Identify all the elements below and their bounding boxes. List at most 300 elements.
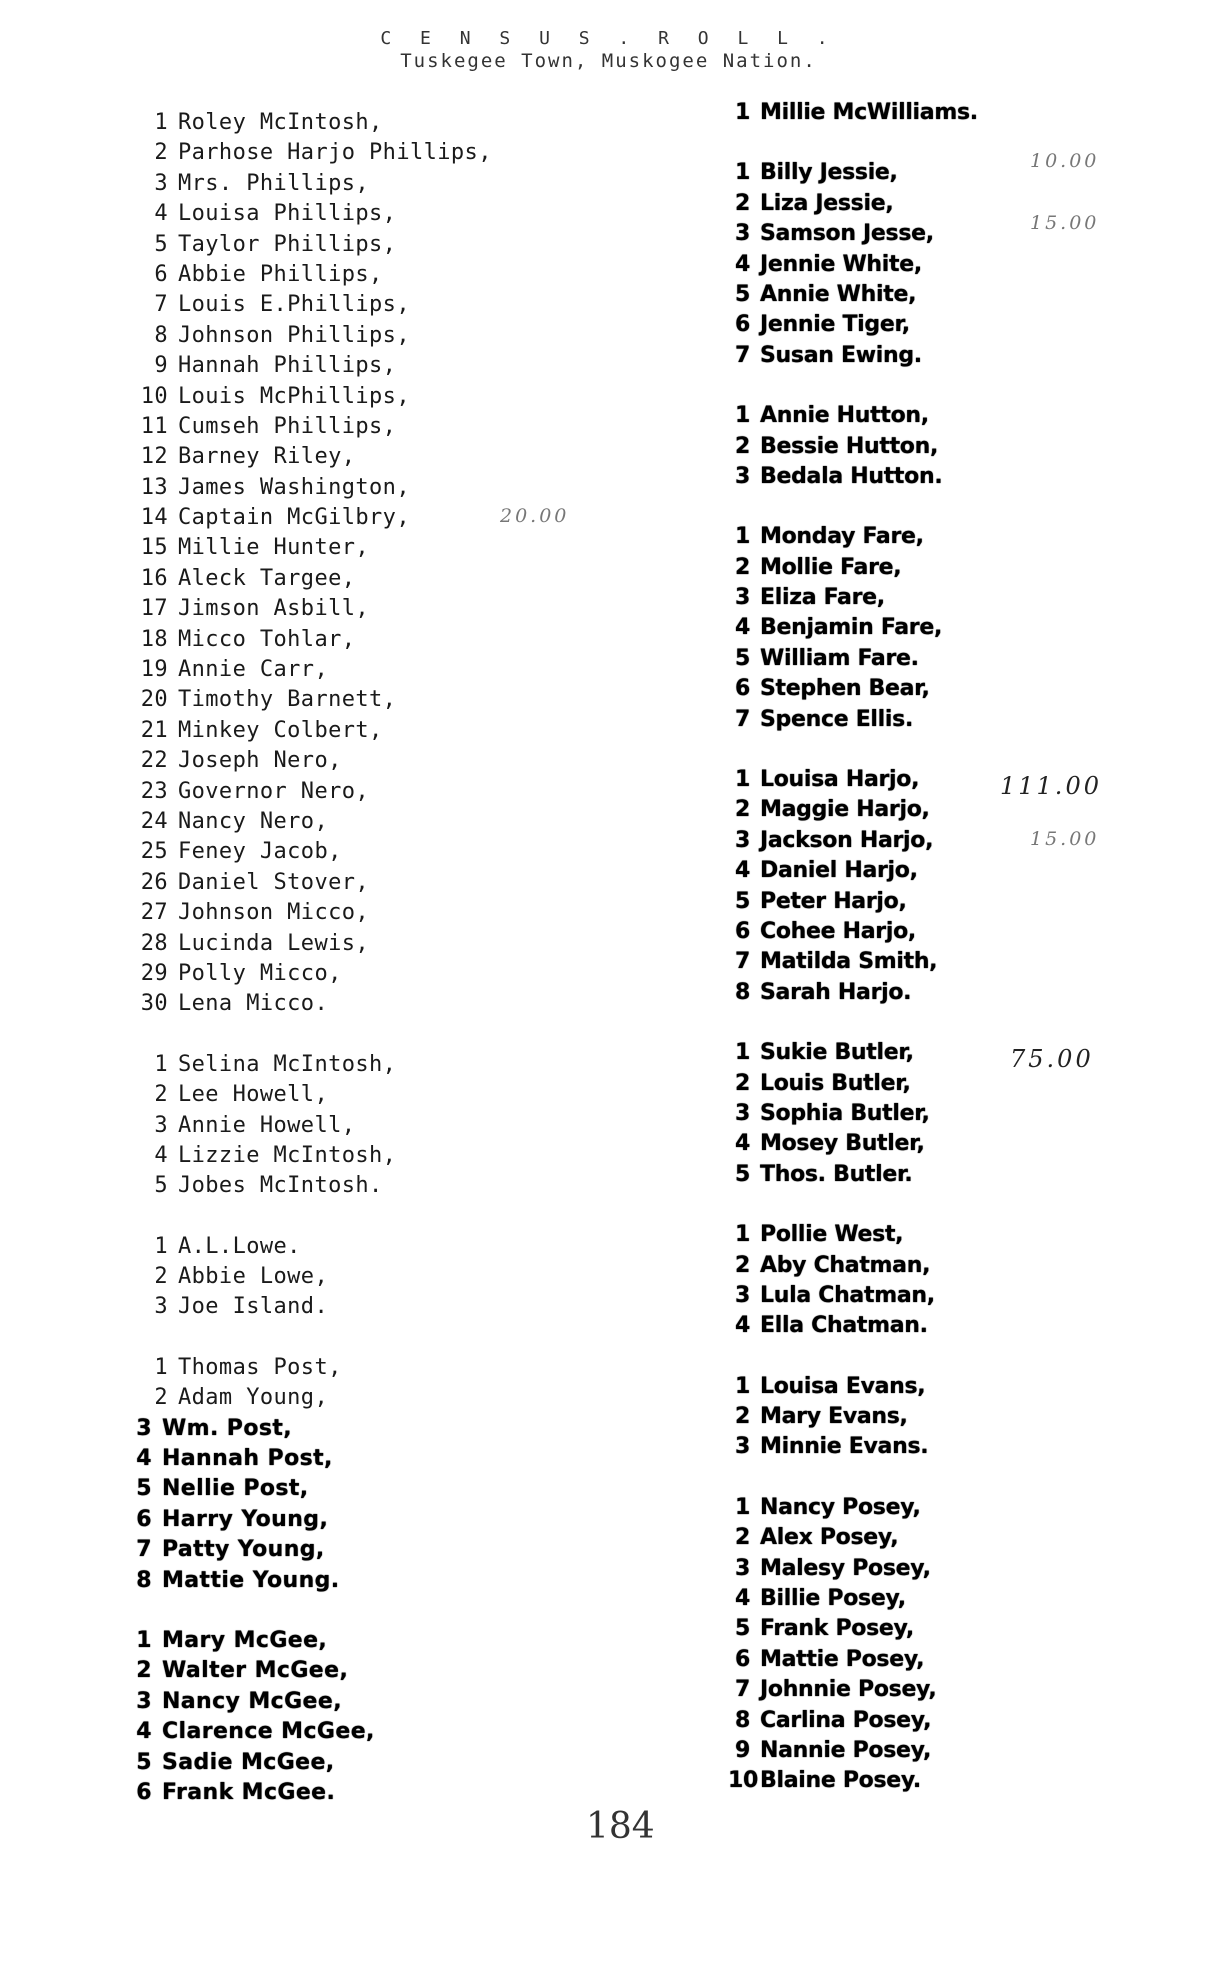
entry-name: Hannah Phillips, — [178, 353, 397, 379]
entry-number: 7 — [734, 949, 750, 975]
entry-number: 11 — [140, 413, 168, 439]
entry-name: Parhose Harjo Phillips, — [178, 140, 492, 166]
roll-entry — [728, 1736, 1148, 1766]
family-group — [728, 98, 1148, 128]
entry-number: 1 — [734, 403, 750, 429]
roll-entry — [130, 1080, 600, 1110]
entry-name: Louis McPhillips, — [178, 383, 410, 409]
roll-entry — [728, 1099, 1148, 1129]
entry-name: Cohee Harjo, — [760, 918, 916, 944]
entry-name: Malesy Posey, — [760, 1555, 931, 1581]
entry-name: Johnson Phillips, — [178, 322, 410, 348]
roll-entry — [130, 1535, 600, 1565]
roll-entry — [130, 169, 600, 199]
family-group — [728, 158, 1148, 371]
entry-name: Jobes McIntosh. — [178, 1173, 383, 1199]
entry-name: Jennie Tiger, — [760, 312, 910, 338]
entry-name: Lizzie McIntosh, — [178, 1142, 397, 1168]
entry-number: 1 — [734, 767, 750, 793]
entry-name: Louis E.Phillips, — [178, 292, 410, 318]
entry-number: 3 — [734, 463, 750, 489]
entry-number: 18 — [140, 626, 168, 652]
group-spacer — [130, 1202, 600, 1232]
entry-number: 2 — [154, 140, 168, 166]
entry-name: Abbie Lowe, — [178, 1264, 329, 1290]
entry-number: 1 — [734, 160, 750, 186]
entry-number: 5 — [154, 1173, 168, 1199]
entry-number: 2 — [734, 433, 750, 459]
entry-number: 2 — [136, 1658, 152, 1684]
entry-name: Lena Micco. — [178, 991, 329, 1017]
entry-number: 24 — [140, 808, 168, 834]
entry-name: Spence Ellis. — [760, 706, 914, 732]
roll-entry — [130, 1687, 600, 1717]
roll-entry — [130, 868, 600, 898]
roll-entry — [728, 341, 1148, 371]
entry-number: 2 — [734, 1525, 750, 1551]
entry-number: 8 — [136, 1567, 152, 1593]
roll-entry — [130, 594, 600, 624]
roll-entry — [130, 625, 600, 655]
entry-name: Sadie McGee, — [162, 1749, 335, 1775]
group-spacer — [728, 1190, 1148, 1220]
family-group — [728, 1493, 1148, 1797]
entry-number: 7 — [136, 1537, 152, 1563]
roll-entry — [130, 716, 600, 746]
roll-entry — [728, 280, 1148, 310]
entry-number: 6 — [734, 676, 750, 702]
entry-name: Louis Butler, — [760, 1070, 911, 1096]
handwritten-note: 20.00 — [500, 505, 570, 527]
roll-entry — [728, 1220, 1148, 1250]
roll-entry — [130, 1383, 600, 1413]
entry-name: Liza Jessie, — [760, 190, 894, 216]
entry-name: Lula Chatman, — [760, 1282, 935, 1308]
roll-entry — [130, 199, 600, 229]
entry-number: 3 — [734, 1555, 750, 1581]
group-spacer — [728, 735, 1148, 765]
roll-entry — [130, 1353, 600, 1383]
roll-entry — [130, 655, 600, 685]
entry-number: 9 — [734, 1737, 750, 1763]
entry-number: 4 — [154, 201, 168, 227]
entry-number: 6 — [154, 261, 168, 287]
entry-name: Eliza Fare, — [760, 585, 885, 611]
roll-entry — [728, 310, 1148, 340]
entry-name: Mattie Young. — [162, 1567, 340, 1593]
entry-number: 8 — [154, 322, 168, 348]
entry-number: 2 — [734, 554, 750, 580]
entry-number: 10 — [140, 383, 168, 409]
entry-number: 3 — [734, 221, 750, 247]
roll-entry — [728, 432, 1148, 462]
entry-number: 6 — [734, 1646, 750, 1672]
entry-name: Minnie Evans. — [760, 1434, 929, 1460]
entry-number: 5 — [154, 231, 168, 257]
roll-entry — [130, 351, 600, 381]
roll-entry — [728, 1766, 1148, 1796]
entry-name: Annie Carr, — [178, 657, 329, 683]
right-column — [728, 98, 1148, 1797]
group-spacer — [130, 1020, 600, 1050]
roll-entry — [728, 522, 1148, 552]
entry-name: Annie Hutton, — [760, 403, 929, 429]
family-group — [130, 1050, 600, 1202]
entry-number: 4 — [734, 1131, 750, 1157]
roll-entry — [728, 917, 1148, 947]
entry-name: Blaine Posey. — [760, 1768, 921, 1794]
entry-number: 3 — [154, 1294, 168, 1320]
group-spacer — [728, 1342, 1148, 1372]
entry-number: 9 — [154, 353, 168, 379]
entry-name: Wm. Post, — [162, 1415, 293, 1441]
entry-number: 5 — [734, 1161, 750, 1187]
entry-number: 30 — [140, 991, 168, 1017]
family-group — [728, 522, 1148, 735]
entry-name: Johnnie Posey, — [760, 1677, 937, 1703]
roll-entry — [728, 887, 1148, 917]
entry-name: Daniel Harjo, — [760, 858, 918, 884]
family-group — [728, 401, 1148, 492]
entry-number: 21 — [140, 717, 168, 743]
roll-entry — [728, 1432, 1148, 1462]
entry-number: 3 — [734, 827, 750, 853]
entry-name: Susan Ewing. — [760, 342, 922, 368]
entry-name: Cumseh Phillips, — [178, 413, 397, 439]
entry-name: Thos. Butler. — [760, 1161, 913, 1187]
entry-number: 3 — [734, 1100, 750, 1126]
entry-name: Polly Micco, — [178, 960, 342, 986]
group-spacer — [130, 1596, 600, 1626]
entry-name: Louisa Phillips, — [178, 201, 397, 227]
entry-number: 4 — [734, 858, 750, 884]
family-group — [130, 108, 600, 1020]
entry-name: Joseph Nero, — [178, 748, 342, 774]
entry-name: Samson Jesse, — [760, 221, 934, 247]
family-group — [130, 1626, 600, 1808]
entry-name: Maggie Harjo, — [760, 797, 930, 823]
entry-name: Bedala Hutton. — [760, 463, 943, 489]
roll-entry — [130, 260, 600, 290]
group-spacer — [130, 1323, 600, 1353]
entry-number: 6 — [734, 312, 750, 338]
entry-name: Jackson Harjo, — [760, 827, 934, 853]
entry-number: 15 — [140, 535, 168, 561]
roll-entry — [728, 674, 1148, 704]
entry-number: 6 — [734, 918, 750, 944]
roll-entry — [728, 1706, 1148, 1736]
roll-entry — [130, 1111, 600, 1141]
roll-entry — [130, 564, 600, 594]
entry-number: 7 — [734, 342, 750, 368]
entry-number: 1 — [154, 1051, 168, 1077]
roll-entry — [728, 1281, 1148, 1311]
entry-number: 3 — [734, 1282, 750, 1308]
roll-entry — [130, 929, 600, 959]
entry-name: Lee Howell, — [178, 1082, 329, 1108]
roll-entry — [728, 1069, 1148, 1099]
entry-number: 5 — [734, 281, 750, 307]
roll-entry — [130, 108, 600, 138]
family-group — [728, 1220, 1148, 1342]
roll-entry — [728, 1645, 1148, 1675]
entry-number: 1 — [734, 1494, 750, 1520]
roll-entry — [130, 1232, 600, 1262]
entry-name: Sukie Butler, — [760, 1040, 914, 1066]
roll-entry — [728, 1311, 1148, 1341]
roll-entry — [130, 989, 600, 1019]
roll-entry — [130, 1505, 600, 1535]
page-number: 184 — [586, 1806, 655, 1847]
entry-name: Billie Posey, — [760, 1586, 906, 1612]
family-group — [130, 1232, 600, 1323]
entry-number: 1 — [734, 100, 750, 125]
entry-name: Nellie Post, — [162, 1476, 309, 1502]
roll-entry — [130, 412, 600, 442]
entry-number: 1 — [136, 1627, 152, 1653]
roll-entry — [130, 1050, 600, 1080]
group-spacer — [728, 371, 1148, 401]
handwritten-note: 111.00 — [1000, 772, 1102, 800]
entry-number: 13 — [140, 474, 168, 500]
handwritten-note: 15.00 — [1030, 212, 1100, 234]
roll-entry — [728, 1160, 1148, 1190]
roll-entry — [728, 1523, 1148, 1553]
family-group — [130, 1353, 600, 1414]
roll-entry — [130, 533, 600, 563]
document-title: C E N S U S . R O L L . — [380, 28, 837, 49]
entry-name: Nancy McGee, — [162, 1688, 342, 1714]
entry-name: Aleck Targee, — [178, 565, 356, 591]
entry-name: Daniel Stover, — [178, 869, 370, 895]
roll-entry — [130, 837, 600, 867]
entry-number: 6 — [136, 1779, 152, 1805]
entry-number: 2 — [734, 1404, 750, 1430]
roll-entry — [728, 644, 1148, 674]
group-spacer — [728, 492, 1148, 522]
group-spacer — [728, 1008, 1148, 1038]
entry-number: 2 — [734, 1070, 750, 1096]
roll-entry — [130, 321, 600, 351]
entry-number: 3 — [734, 585, 750, 611]
entry-name: Carlina Posey, — [760, 1707, 932, 1733]
entry-number: 8 — [734, 1707, 750, 1733]
entry-name: Sarah Harjo. — [760, 979, 912, 1005]
entry-name: Aby Chatman, — [760, 1252, 931, 1278]
entry-number: 1 — [734, 1222, 750, 1248]
handwritten-note: 75.00 — [1010, 1045, 1094, 1073]
entry-number: 8 — [734, 979, 750, 1005]
entry-number: 7 — [154, 292, 168, 318]
entry-name: Thomas Post, — [178, 1354, 342, 1380]
entry-name: Jimson Asbill, — [178, 596, 370, 622]
entry-name: Feney Jacob, — [178, 839, 342, 865]
entry-number: 28 — [140, 930, 168, 956]
roll-entry — [130, 442, 600, 472]
entry-number: 10 — [728, 1768, 759, 1794]
entry-name: Harry Young, — [162, 1506, 329, 1532]
entry-name: Selina McIntosh, — [178, 1051, 397, 1077]
roll-entry — [728, 1129, 1148, 1159]
entry-number: 5 — [734, 888, 750, 914]
entry-name: Monday Fare, — [760, 524, 924, 550]
roll-entry — [130, 685, 600, 715]
entry-name: Joe Island. — [178, 1294, 329, 1320]
entry-name: Mary McGee, — [162, 1627, 328, 1653]
entry-name: Sophia Butler, — [760, 1100, 930, 1126]
entry-number: 27 — [140, 900, 168, 926]
roll-entry — [728, 856, 1148, 886]
entry-number: 4 — [154, 1142, 168, 1168]
entry-name: Pollie West, — [760, 1222, 904, 1248]
roll-entry — [130, 1171, 600, 1201]
entry-name: Annie White, — [760, 281, 917, 307]
entry-name: Mosey Butler, — [760, 1131, 925, 1157]
entry-name: Bessie Hutton, — [760, 433, 939, 459]
entry-number: 12 — [140, 444, 168, 470]
entry-name: Mrs. Phillips, — [178, 170, 370, 196]
entry-number: 4 — [734, 251, 750, 277]
entry-name: A.L.Lowe. — [178, 1233, 301, 1259]
entry-name: Patty Young, — [162, 1537, 325, 1563]
roll-entry — [728, 1675, 1148, 1705]
roll-entry — [130, 746, 600, 776]
entry-name: Timothy Barnett, — [178, 687, 397, 713]
entry-number: 17 — [140, 596, 168, 622]
family-group — [728, 765, 1148, 1008]
roll-entry — [130, 230, 600, 260]
entry-name: Millie McWilliams. — [760, 100, 978, 125]
entry-number: 4 — [734, 1313, 750, 1339]
entry-name: Peter Harjo, — [760, 888, 907, 914]
entry-number: 1 — [154, 1233, 168, 1259]
roll-entry — [130, 1778, 600, 1808]
roll-entry — [130, 1444, 600, 1474]
entry-name: James Washington, — [178, 474, 410, 500]
roll-entry — [728, 553, 1148, 583]
roll-entry — [728, 1554, 1148, 1584]
entry-number: 2 — [734, 797, 750, 823]
roll-entry — [728, 462, 1148, 492]
roll-entry — [728, 1493, 1148, 1523]
entry-name: Ella Chatman. — [760, 1313, 928, 1339]
entry-name: Annie Howell, — [178, 1112, 356, 1138]
entry-number: 1 — [154, 110, 168, 135]
roll-entry — [728, 705, 1148, 735]
entry-number: 7 — [734, 1677, 750, 1703]
entry-number: 20 — [140, 687, 168, 713]
entry-name: Frank McGee. — [162, 1779, 336, 1805]
entry-name: Lucinda Lewis, — [178, 930, 370, 956]
roll-entry — [130, 1141, 600, 1171]
entry-number: 4 — [734, 615, 750, 641]
entry-number: 6 — [136, 1506, 152, 1532]
entry-number: 2 — [734, 1252, 750, 1278]
roll-entry — [130, 959, 600, 989]
roll-entry — [728, 978, 1148, 1008]
entry-number: 5 — [136, 1749, 152, 1775]
roll-entry — [728, 1372, 1148, 1402]
entry-number: 26 — [140, 869, 168, 895]
entry-number: 19 — [140, 657, 168, 683]
group-spacer — [728, 1463, 1148, 1493]
roll-entry — [130, 898, 600, 928]
entry-number: 16 — [140, 565, 168, 591]
entry-number: 5 — [734, 645, 750, 671]
entry-number: 3 — [136, 1415, 152, 1441]
entry-number: 14 — [140, 505, 168, 531]
entry-name: Billy Jessie, — [760, 160, 898, 186]
entry-number: 1 — [734, 1373, 750, 1399]
entry-name: Clarence McGee, — [162, 1719, 375, 1745]
entry-number: 29 — [140, 960, 168, 986]
roll-entry — [130, 382, 600, 412]
entry-name: Abbie Phillips, — [178, 261, 383, 287]
handwritten-note: 10.00 — [1030, 150, 1100, 172]
entry-number: 1 — [734, 1040, 750, 1066]
entry-name: Nancy Posey, — [760, 1494, 921, 1520]
entry-name: Captain McGilbry, — [178, 505, 410, 531]
entry-number: 3 — [154, 170, 168, 196]
entry-name: Stephen Bear, — [760, 676, 930, 702]
entry-name: Alex Posey, — [760, 1525, 899, 1551]
entry-number: 1 — [734, 524, 750, 550]
entry-number: 2 — [154, 1385, 168, 1411]
roll-entry — [728, 1614, 1148, 1644]
roll-entry — [130, 1262, 600, 1292]
entry-name: Mattie Posey, — [760, 1646, 925, 1672]
entry-number: 7 — [734, 706, 750, 732]
roll-entry — [728, 98, 1148, 128]
roll-entry — [130, 1656, 600, 1686]
roll-entry — [130, 290, 600, 320]
roll-entry — [130, 1566, 600, 1596]
entry-name: Roley McIntosh, — [178, 110, 383, 135]
entry-number: 23 — [140, 778, 168, 804]
document-subtitle: Tuskegee Town, Muskogee Nation. — [400, 50, 817, 72]
entry-number: 1 — [154, 1354, 168, 1380]
roll-entry — [130, 777, 600, 807]
family-group — [130, 1414, 600, 1596]
entry-name: Louisa Harjo, — [760, 767, 920, 793]
handwritten-note: 15.00 — [1030, 828, 1100, 850]
roll-entry — [728, 947, 1148, 977]
roll-entry — [728, 583, 1148, 613]
entry-number: 2 — [734, 190, 750, 216]
family-group — [728, 1372, 1148, 1463]
roll-entry — [728, 401, 1148, 431]
entry-name: Nannie Posey, — [760, 1737, 932, 1763]
entry-number: 3 — [154, 1112, 168, 1138]
entry-name: Mollie Fare, — [760, 554, 902, 580]
entry-number: 2 — [154, 1264, 168, 1290]
roll-entry — [728, 1402, 1148, 1432]
roll-entry — [130, 807, 600, 837]
entry-name: Jennie White, — [760, 251, 922, 277]
entry-name: Barney Riley, — [178, 444, 356, 470]
entry-name: Governor Nero, — [178, 778, 370, 804]
roll-entry — [728, 1584, 1148, 1614]
roll-entry — [728, 1251, 1148, 1281]
entry-name: Walter McGee, — [162, 1658, 349, 1684]
entry-number: 2 — [154, 1082, 168, 1108]
entry-name: Hannah Post, — [162, 1446, 333, 1472]
roll-entry — [728, 250, 1148, 280]
entry-name: Millie Hunter, — [178, 535, 370, 561]
entry-name: Mary Evans, — [760, 1404, 908, 1430]
entry-name: Matilda Smith, — [760, 949, 938, 975]
roll-entry — [130, 1626, 600, 1656]
